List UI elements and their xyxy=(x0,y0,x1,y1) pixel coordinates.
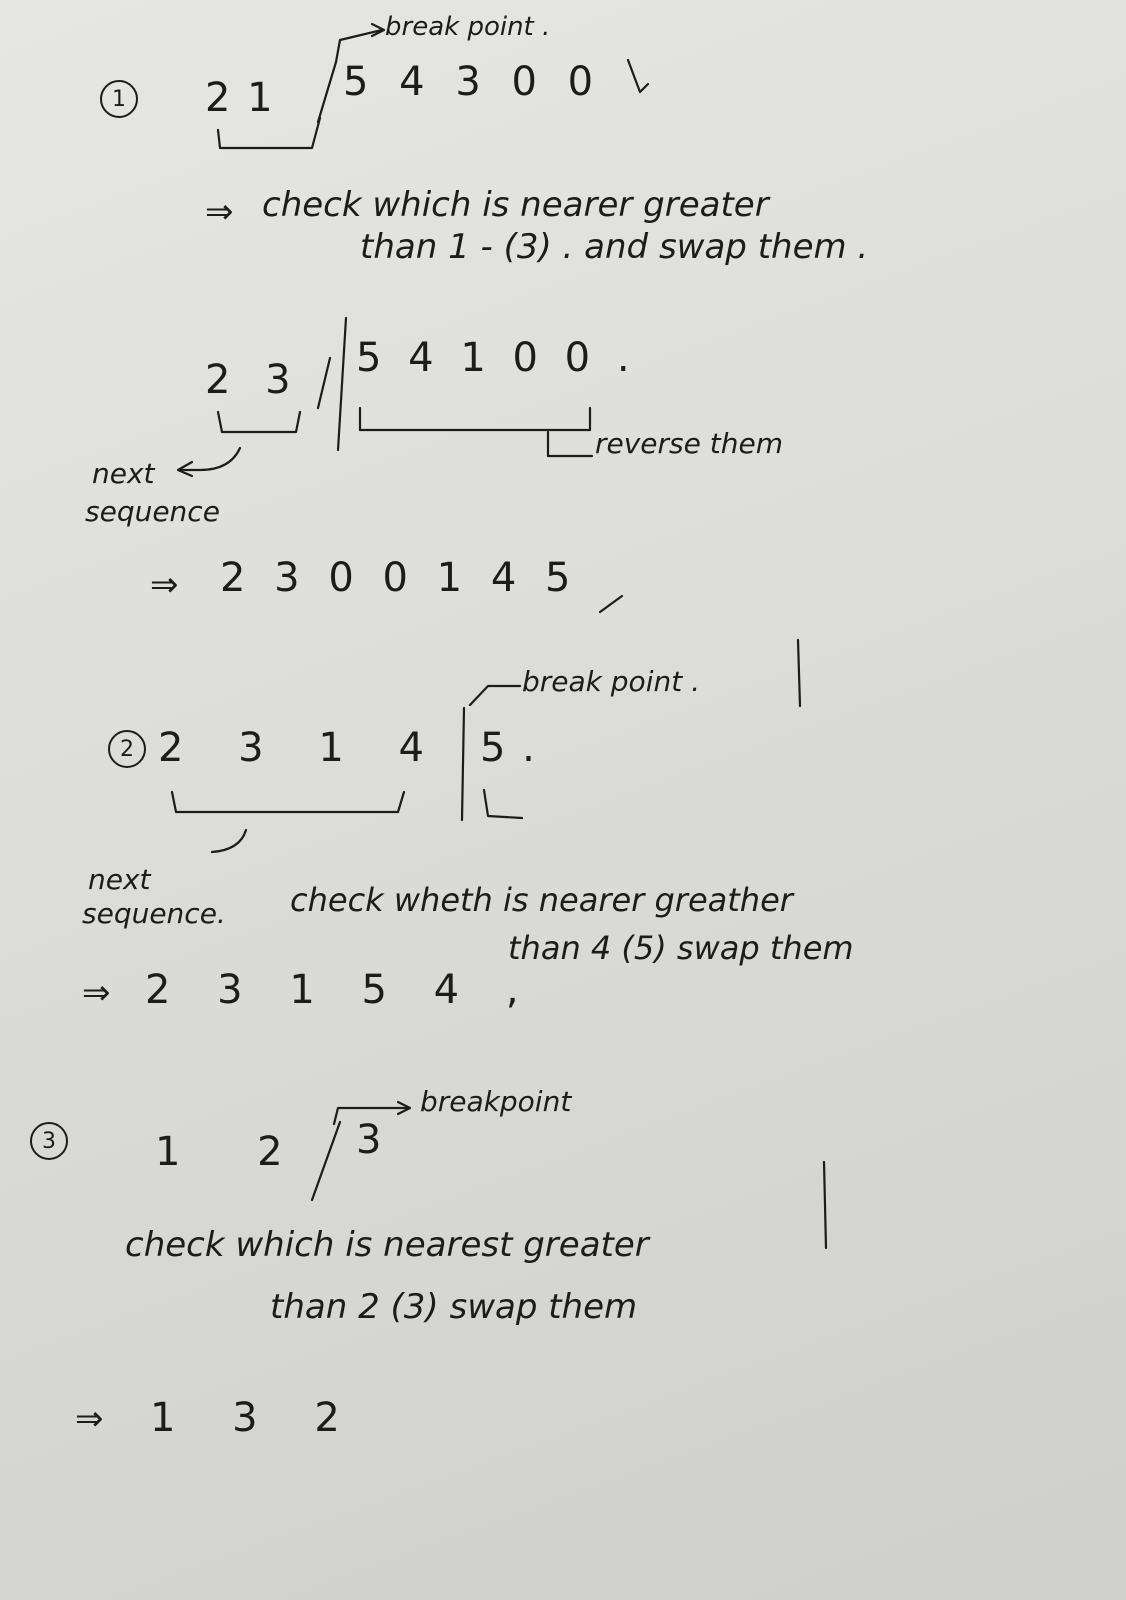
section-2-check-line-2: than 4 (5) swap them xyxy=(508,929,854,967)
section-2-break-label: break point . xyxy=(522,665,700,698)
section-1-break-arrow-head xyxy=(372,24,384,36)
margin-stroke-2 xyxy=(824,1162,826,1248)
section-3-divider xyxy=(312,1122,340,1200)
section-1-break-label: break point . xyxy=(385,12,551,42)
section-1-swap-hook xyxy=(218,118,320,148)
section-1-next-hook xyxy=(180,448,240,470)
section-1-reverse-label: reverse them xyxy=(595,427,783,460)
section-2-check-line-1: check wheth is nearer greather xyxy=(290,881,793,919)
section-1-swapped-left: 2 3 xyxy=(205,357,293,403)
section-3-result: 1 3 2 xyxy=(150,1395,342,1441)
section-1-arrow: ⇒ xyxy=(205,192,234,232)
section-2-next-label: next xyxy=(88,863,151,896)
section-1-next-label: next xyxy=(92,457,155,490)
section-2-divider xyxy=(462,708,464,820)
section-1-close-mark xyxy=(628,60,648,92)
section-3-check-line-2: than 2 (3) swap them xyxy=(270,1287,638,1327)
section-1-result-arrow: ⇒ xyxy=(150,565,179,605)
section-1-reverse-hook xyxy=(548,432,592,456)
section-2-arrow-marks xyxy=(484,790,522,818)
section-2-swap-hook xyxy=(212,830,246,852)
section-2-swap-bracket xyxy=(172,792,404,812)
section-1-check-line-1: check which is nearer greater xyxy=(262,185,769,225)
section-1-next-arrow-head xyxy=(178,462,192,476)
section-1-divider-2 xyxy=(318,358,330,408)
section-1-divider xyxy=(338,318,346,450)
section-3-check-line-1: check which is nearest greater xyxy=(125,1225,649,1265)
section-1-number-text: 1 xyxy=(112,86,126,112)
section-3-break-arrow-head xyxy=(398,1102,410,1114)
section-3-result-arrow: ⇒ xyxy=(75,1399,104,1439)
section-2-result-arrow: ⇒ xyxy=(82,973,111,1013)
section-1-number xyxy=(100,80,138,118)
section-3-sequence-left: 1 2 xyxy=(155,1129,285,1175)
section-2-number-text: 2 xyxy=(120,736,134,762)
section-1-check-line-2: than 1 - (3) . and swap them . xyxy=(360,227,869,267)
section-1-sequence-right: 5 4 3 0 0 xyxy=(343,59,596,105)
section-2-number xyxy=(108,730,146,768)
section-2-sequence-right: 5 . xyxy=(480,725,537,771)
section-2-break-arrow xyxy=(470,686,520,705)
section-1-result: 2 3 0 0 1 4 5 xyxy=(220,555,573,601)
section-1-result-tick xyxy=(600,596,622,612)
section-3-sequence-right: 3 xyxy=(356,1117,384,1163)
section-3-break-label: breakpoint xyxy=(420,1085,572,1118)
section-1-underarrows xyxy=(218,412,300,432)
section-1-sequence-label: sequence xyxy=(85,495,220,528)
section-2-result: 2 3 1 5 4 , xyxy=(145,967,521,1013)
section-1-swapped-right: 5 4 1 0 0 . xyxy=(356,335,632,381)
section-2-sequence-left: 2 3 1 4 xyxy=(158,725,426,771)
margin-stroke-1 xyxy=(798,640,800,706)
section-1-reverse-bracket xyxy=(360,408,590,430)
section-1-sequence-left: 2 1 xyxy=(205,75,275,121)
section-3-number-text: 3 xyxy=(42,1128,56,1154)
section-3-number xyxy=(30,1122,68,1160)
section-2-sequence-label: sequence. xyxy=(82,897,226,930)
